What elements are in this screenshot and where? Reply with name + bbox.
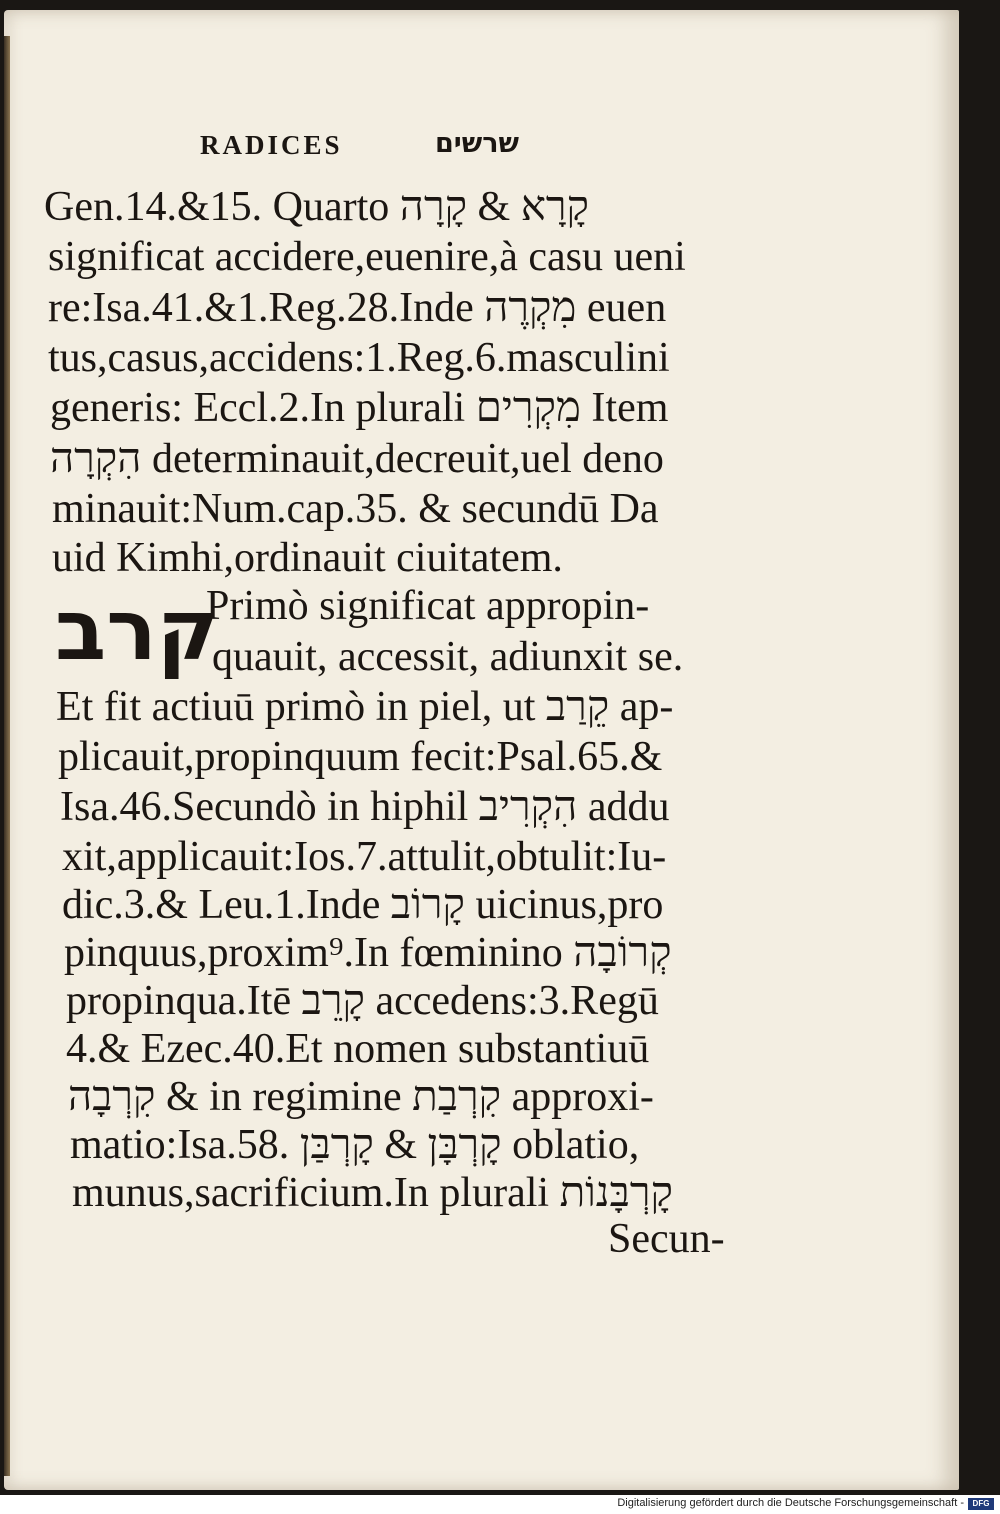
text-line: dic.3.& Leu.1.Inde קָרוֹב uicinus,pro	[62, 882, 664, 928]
text-line: re:Isa.41.&1.Reg.28.Inde מִקְרֶה euen	[48, 285, 667, 331]
text-line: significat accidere,euenire,à casu ueni	[48, 234, 686, 280]
digitization-credit: Digitalisierung gefördert durch die Deutsche Forschungsgemeinschaft -	[617, 1497, 964, 1509]
text-line: Et fit actiuū primò in piel, ut קֵרַב ap-	[56, 684, 674, 730]
running-head	[200, 130, 560, 170]
text-line: quauit, accessit, adiunxit se.	[212, 634, 684, 680]
catchword: Secun-	[608, 1216, 725, 1262]
dfg-logo: DFG	[968, 1498, 994, 1510]
page-binding-edge	[4, 36, 10, 1476]
text-line: generis: Eccl.2.In plurali מִקְרִים Item	[50, 385, 669, 431]
text-line: uid Kimhi,ordinauit ciuitatem.	[52, 535, 563, 581]
text-line: קִרְבָה & in regimine קִרְבַת approxi-	[68, 1074, 654, 1120]
text-line: minauit:Num.cap.35. & secundū Da	[52, 486, 659, 532]
text-line: tus,casus,accidens:1.Reg.6.masculini	[48, 335, 670, 381]
running-head-hebrew: שרשים	[435, 128, 519, 159]
text-line: matio:Isa.58. קָרְבָּן & קָרְבַּן oblatio,	[70, 1122, 640, 1168]
root-word-initial: קרב	[55, 581, 219, 679]
text-line: xit,applicauit:Ios.7.attulit,obtulit:Iu-	[62, 834, 667, 880]
text-line: הִקְרָה determinauit,decreuit,uel deno	[50, 436, 664, 482]
text-line: pinquus,proxim⁹.In fœminino קְרוֹבָה	[64, 930, 672, 976]
text-line: propinqua.Itē קָרֵב accedens:3.Regū	[66, 978, 659, 1024]
text-line: munus,sacrificium.In plurali קָרְבָּנוֹת	[72, 1170, 673, 1216]
text-line: Isa.46.Secundò in hiphil הִקְרִיב addu	[60, 784, 670, 830]
text-line: plicauit,propinquum fecit:Psal.65.&	[58, 734, 663, 780]
text-line: Gen.14.&15. Quarto קָרָא & קָרָה	[44, 184, 590, 230]
text-line: 4.& Ezec.40.Et nomen substantiuū	[66, 1026, 650, 1072]
text-line: Primò significat appropin-	[206, 583, 650, 629]
running-head-latin: RADICES	[200, 130, 343, 160]
